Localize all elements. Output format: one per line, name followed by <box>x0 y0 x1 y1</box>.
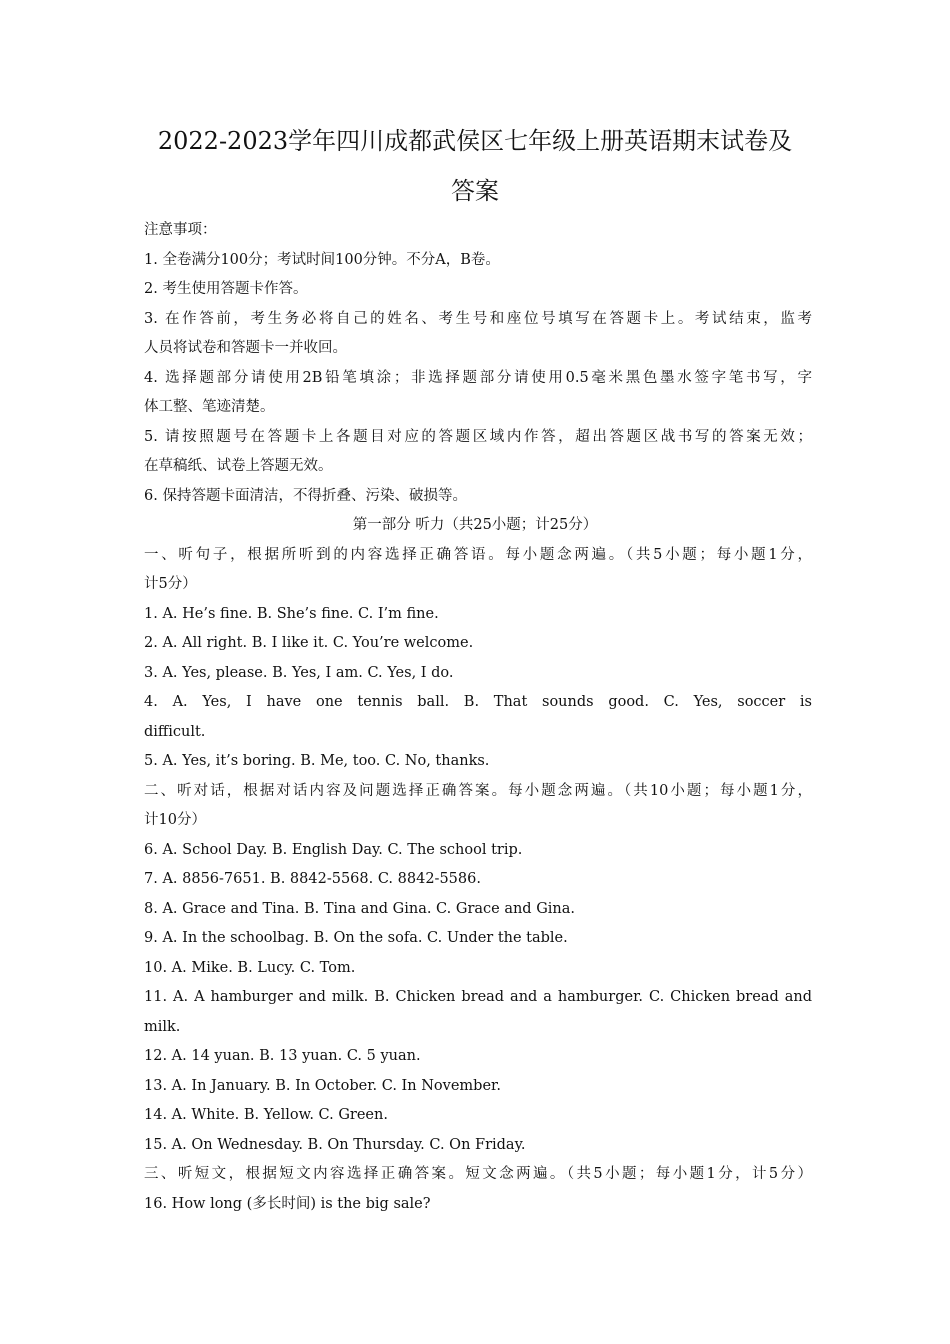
question-item: 3. A. Yes, please. B. Yes, I am. C. Yes, I do. <box>144 665 454 681</box>
question-item: 8. A. Grace and Tina. B. Tina and Gina. C. Grace and Gina. <box>144 901 576 917</box>
section-heading-2: 二、听对话，根据对话内容及问题选择正确答案。每小题念两遍。（共10小题；每小题1分， <box>144 783 812 799</box>
section-heading-2-continued: 计10分） <box>144 812 206 828</box>
question-item: 7. A. 8856-7651. B. 8842-5568. C. 8842-5586. <box>144 871 481 887</box>
question-item: 5. A. Yes, it’s boring. B. Me, too. C. No, thanks. <box>144 753 490 769</box>
note-item-continued: 人员将试卷和答题卡一并收回。 <box>144 340 347 356</box>
note-item: 1. 全卷满分100分；考试时间100分钟。不分A，B卷。 <box>144 252 500 268</box>
question-item: 1. A. He’s fine. B. She’s fine. C. I’m fine. <box>144 606 439 622</box>
note-item: 6. 保持答题卡面清洁，不得折叠、污染、破损等。 <box>144 488 467 504</box>
question-item: 12. A. 14 yuan. B. 13 yuan. C. 5 yuan. <box>144 1048 421 1064</box>
question-item: 6. A. School Day. B. English Day. C. The school trip. <box>144 842 523 858</box>
question-item-continued: difficult. <box>144 724 206 740</box>
question-item: 2. A. All right. B. I like it. C. You’re welcome. <box>144 635 474 651</box>
question-item-continued: milk. <box>144 1019 181 1035</box>
section-heading-1: 一、听句子，根据所听到的内容选择正确答语。每小题念两遍。（共5小题；每小题1分， <box>144 547 812 563</box>
note-item: 5. 请按照题号在答题卡上各题目对应的答题区域内作答，超出答题区战书写的答案无效； <box>144 429 812 445</box>
note-item-continued: 体工整、笔迹清楚。 <box>144 399 275 415</box>
section-heading-3: 三、听短文，根据短文内容选择正确答案。短文念两遍。（共5小题；每小题1分，计5分） <box>144 1166 812 1182</box>
note-item: 2. 考生使用答题卡作答。 <box>144 281 308 297</box>
question-item: 13. A. In January. B. In October. C. In November. <box>144 1078 501 1094</box>
notes-heading: 注意事项： <box>144 222 217 238</box>
document-title-line-2: 答案 <box>451 177 499 205</box>
note-item-continued: 在草稿纸、试卷上答题无效。 <box>144 458 333 474</box>
question-item: 10. A. Mike. B. Lucy. C. Tom. <box>144 960 356 976</box>
question-item: 14. A. White. B. Yellow. C. Green. <box>144 1107 388 1123</box>
note-item: 3. 在作答前，考生务必将自己的姓名、考生号和座位号填写在答题卡上。考试结束，监考 <box>144 311 812 327</box>
part-title: 第一部分 听力（共25小题；计25分） <box>352 517 598 533</box>
note-item: 4. 选择题部分请使用2B铅笔填涂；非选择题部分请使用0.5毫米黑色墨水签字笔书写，字 <box>144 370 812 386</box>
question-item: 4. A. Yes, I have one tennis ball. B. That sounds good. C. Yes, soccer is <box>144 694 812 710</box>
section-heading-1-continued: 计5分） <box>144 576 197 592</box>
question-item: 11. A. A hamburger and milk. B. Chicken bread and a hamburger. C. Chicken bread and <box>144 989 812 1005</box>
question-item: 9. A. In the schoolbag. B. On the sofa. C. Under the table. <box>144 930 568 946</box>
document-title-line-1: 2022-2023学年四川成都武侯区七年级上册英语期末试卷及 <box>157 127 793 155</box>
question-item: 15. A. On Wednesday. B. On Thursday. C. On Friday. <box>144 1137 526 1153</box>
question-item: 16. How long (多长时间) is the big sale? <box>144 1196 431 1212</box>
